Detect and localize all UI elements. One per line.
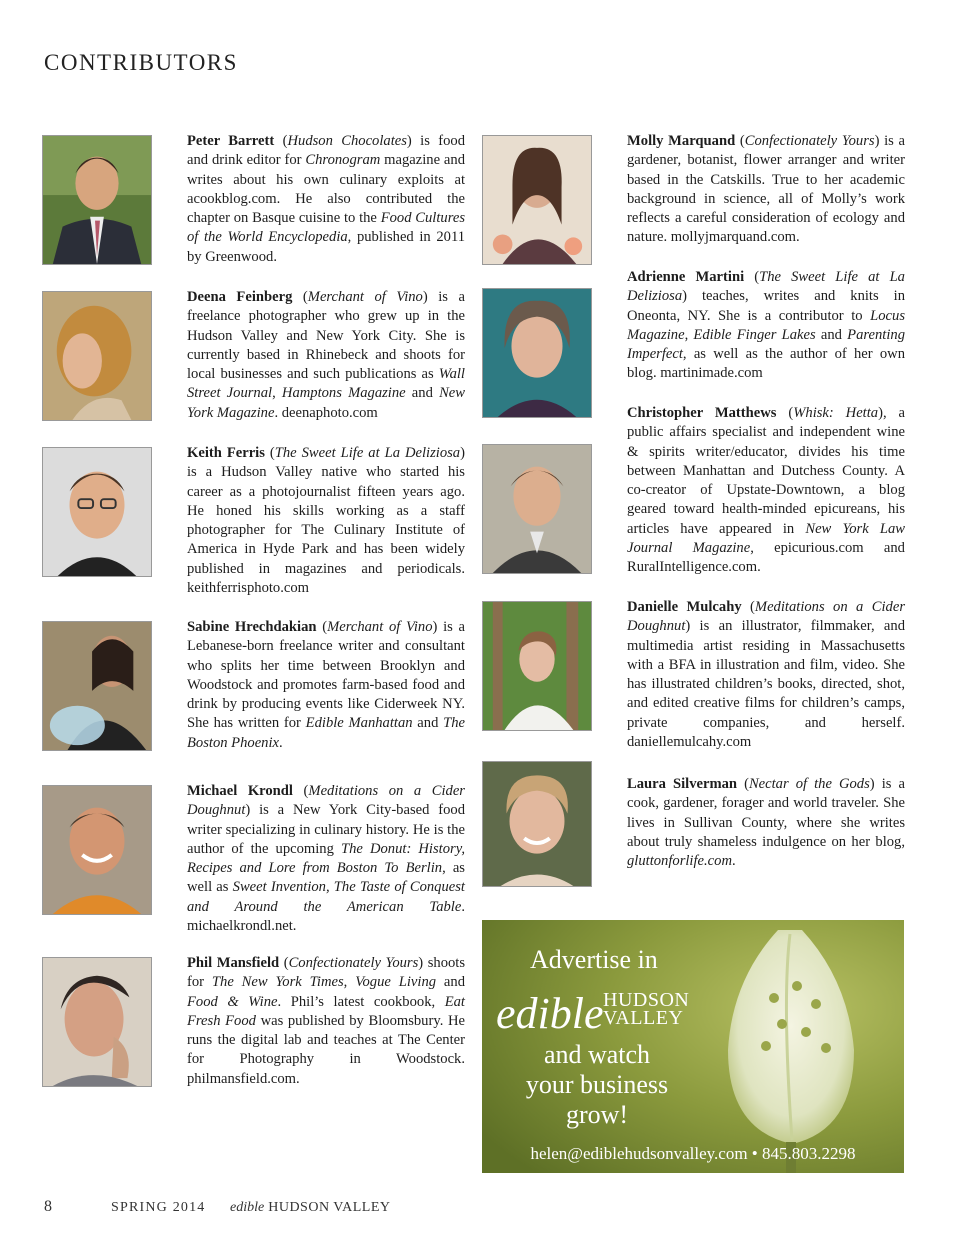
portrait-woman-forest-icon: [482, 601, 592, 731]
portrait-woman-glass-icon: [42, 621, 152, 751]
contributor-credit: Merchant of Vino: [327, 619, 433, 635]
bio-segment: The New York Times: [211, 974, 344, 991]
contributor-bio-text: [187, 464, 465, 596]
contributor-name: Michael Krondl: [187, 783, 293, 799]
footer-brand-script: edible: [230, 1200, 265, 1215]
bio-segment: . deenaphoto.com: [274, 404, 378, 421]
contributor-bio-text: [627, 405, 905, 575]
contributor-name: Molly Marquand: [627, 133, 736, 149]
bio-segment: and: [436, 974, 465, 991]
bio-segment: New York Law Journal Magazine: [627, 520, 905, 557]
bio-segment: Eat Fresh Food: [187, 993, 465, 1029]
bio-segment: is an illustrator, filmmaker, and multimedia artist residing in Massachusetts with a BFA in illustration and film, video. She has illustrated children’s books, directed, shot, and edited creative films for children’s camps, private companies, and herself. daniellemulcahy.com: [627, 618, 905, 751]
ad-logo-edible: edible: [496, 989, 604, 1038]
contributor-bio: Molly Marquand (Confectionately Yours) is a gardener, botanist, flower arranger and writer based in the Catskills. True to her academic background in science, all of Molly’s work reflects a careful consideration of ecology and nature. mollyjmarquand.com.: [627, 133, 905, 246]
contributor-credit: Confectionately Yours: [744, 133, 875, 149]
advertisement-box[interactable]: [482, 920, 904, 1173]
ad-headline: Advertise in: [530, 945, 658, 974]
portrait-man-suit-icon: [42, 135, 152, 265]
bio-segment: is a freelance photographer who grew up in the Hudson Valley and New York City. She is currently based in Rhinebeck and shoots for local businesses and such publications as: [187, 289, 465, 383]
portrait-woman-short-hair-icon: [482, 288, 592, 418]
page-footer: [44, 1198, 544, 1220]
contributor-bio: Christopher Matthews (Whisk: Hetta), a public affairs specialist and independent wine & spirits writer/educator, divides his time between Manhattan and Dutchess County. A co-creator of Upstate-Downtown, a blog geared toward health-minded epicureans, his articles have appeared in New York Law Journal Magazine, epicurious.com and RuralIntelligence.com.: [627, 405, 905, 576]
bio-segment: gluttonforlife.com: [627, 853, 732, 870]
portrait-man-glasses-icon: [42, 447, 152, 577]
contributor-bio-text: [187, 802, 465, 934]
bio-segment: Food & Wine: [187, 993, 278, 1010]
contributor-bio: Sabine Hrechdakian (Merchant of Vino) is a Lebanese-born freelance writer and consultant who splits her time between Brooklyn and Woodstock and promotes farm-based food and drink by producing events like Ciderweek NY. She has written for Edible Manhattan and The Boston Phoenix.: [187, 619, 466, 751]
contributor-bio: Adrienne Martini (The Sweet Life at La Deliziosa) teaches, writes and knits in Oneonta, NY. She is a contributor to Locus Magazine, Edible Finger Lakes and Parenting Imperfect, as well as the author of her own blog. martinimade.com: [627, 269, 905, 382]
bio-segment: Sweet Invention, The Taste of Conquest and Around the American Table: [187, 879, 465, 915]
bio-segment: , a public affairs specialist and independent wine & spirits writer/educator, divides his time between Manhattan and Dutchess County. A co-creator of Upstate-Downtown, a blog geared toward health-minded epicureans, his articles have appeared in: [627, 405, 905, 537]
page-title: CONTRIBUTORS: [44, 50, 238, 75]
contributor-name: Laura Silverman: [627, 776, 738, 792]
portrait-woman-flowers-icon: [482, 135, 592, 265]
contributor-credit: Nectar of the Gods: [748, 776, 870, 792]
bio-segment: The Boston Phoenix: [187, 715, 466, 751]
ad-line-business: your business: [525, 1070, 669, 1099]
contributor-name: Peter Barrett: [187, 133, 275, 149]
bio-segment: ,: [684, 326, 694, 343]
bio-segment: ,: [343, 974, 356, 991]
bio-segment: Edible Finger Lakes: [693, 326, 816, 343]
ad-logo-valley: VALLEY: [603, 1007, 684, 1029]
bio-segment: was published by Bloomsbury. He runs the digital lab and teaches at The Center for Photography in Woodstock. philmansfield.com.: [187, 1012, 465, 1087]
contributor-bio-text: [627, 133, 905, 245]
footer-brand-text: HUDSON VALLEY: [268, 1200, 391, 1215]
bio-segment: , published in 2011 by Greenwood.: [187, 229, 465, 265]
portrait-man-blazer-icon: [482, 444, 592, 574]
contributor-bio-text: [627, 618, 905, 750]
bio-segment: , as well as: [187, 860, 465, 896]
footer-brand: [230, 1200, 391, 1216]
bio-segment: .: [279, 734, 283, 751]
contributor-name: Keith Ferris: [187, 445, 265, 461]
contributor-name: Christopher Matthews: [627, 405, 777, 421]
bio-segment: is a gardener, botanist, flower arranger and writer based in the Catskills. True to her academic background in science, all of Molly’s work reflects a careful consideration of ecology and nature. mollyjmarquand.com.: [627, 133, 905, 246]
contributor-name: Deena Feinberg: [187, 289, 293, 305]
page-number: 8: [44, 1198, 52, 1215]
contributor-credit: Meditations on a Cider Doughnut: [187, 783, 465, 819]
ad-line-and-watch: and watch: [543, 1040, 651, 1069]
bio-segment: . michaelkrondl.net.: [187, 898, 465, 935]
bio-segment: and: [405, 385, 440, 402]
bio-segment: Hamptons Magazine: [281, 385, 406, 402]
contributor-credit: Merchant of Vino: [307, 289, 423, 305]
contributor-credit: Whisk: Hetta: [793, 405, 879, 421]
bio-segment: teaches, writes and knits in Oneonta, NY. She is a contributor to: [627, 288, 905, 324]
contributor-bio: Deena Feinberg (Merchant of Vino) is a freelance photographer who grew up in the Hudson Valley and New York City. She is currently based in Rhinebeck and shoots for local businesses and such publications as Wall Street Journal, Hamptons Magazine and New York Magazine. deenaphoto.com: [187, 289, 466, 421]
bio-segment: . Phil’s latest cookbook,: [277, 993, 445, 1010]
bio-segment: .: [732, 853, 736, 870]
bio-segment: and: [815, 326, 848, 343]
contributor-bio-text: [187, 955, 465, 1087]
contributor-bio: Michael Krondl (Meditations on a Cider Doughnut) is a New York City-based food writer specializing in culinary history. He is the author of the upcoming The Donut: History, Recipes and Lore from Boston To Berlin, as well as Sweet Invention, The Taste of Conquest and Around the American Table. michaelkrondl.net.: [187, 783, 466, 935]
contributor-credit: Confectionately Yours: [288, 955, 419, 971]
bio-segment: magazine and writes about his own culinary exploits at acookblog.com. He also contributed the chapter on Basque cuisine to the: [187, 152, 465, 227]
bio-segment: is a Lebanese-born freelance writer and consultant who splits her time between Brooklyn and Woodstock and promotes farm-based food and drink by producing events like Ciderweek NY. She has written for: [187, 619, 465, 732]
ad-logo-hudson: HUDSON: [603, 989, 690, 1011]
bio-segment: is a cook, gardener, forager and world traveler. She lives in Sullivan County, where she writes about truly shameless indulgence on her blog,: [627, 776, 905, 850]
bio-segment: and: [412, 715, 444, 732]
contributor-bio: Phil Mansfield (Confectionately Yours) shoots for The New York Times, Vogue Living and Food & Wine. Phil’s latest cookbook, Eat Fresh Food was published by Bloomsbury. He runs the digital lab and teaches at The Center for Photography in Woodstock. philmansfield.com.: [187, 955, 466, 1087]
contributor-bio: Peter Barrett (Hudson Chocolates) is food and drink editor for Chronogram magazine and writes about his own culinary exploits at acookblog.com. He also contributed the chapter on Basque cuisine to the Food Cultures of the World Encyclopedia, published in 2011 by Greenwood.: [187, 133, 466, 265]
contributor-credit: The Sweet Life at La Deliziosa: [627, 269, 905, 305]
contributor-bio-text: [187, 619, 465, 751]
contributor-name: Adrienne Martini: [627, 269, 745, 285]
bio-segment: New York Magazine: [187, 385, 466, 421]
contributor-bio: Danielle Mulcahy (Meditations on a Cider Doughnut) is an illustrator, filmmaker, and multimedia artist residing in Massachusetts with a BFA in illustration and film, video. She has illustrated children’s books, directed, shot, and edited creative films for children’s camps, private companies, and herself. daniellemulcahy.com: [627, 599, 905, 751]
bio-segment: The Donut: History, Recipes and Lore from Boston To Berlin: [187, 840, 466, 877]
contributor-credit: The Sweet Life at La Deliziosa: [274, 445, 461, 461]
bio-segment: Wall Street Journal: [187, 366, 465, 402]
bio-segment: Food Cultures of the World Encyclopedia: [187, 210, 466, 246]
bio-segment: shoots for: [187, 955, 466, 991]
contributor-credit: Meditations on a Cider Doughnut: [627, 599, 905, 635]
issue-label: SPRING 2014: [111, 1200, 206, 1215]
contributor-bio-text: [187, 289, 465, 421]
bio-segment: Vogue Living: [355, 974, 437, 991]
ad-contact[interactable]: helen@ediblehudsonvalley.com • 845.803.2298: [530, 1144, 856, 1163]
contributor-credit: Hudson Chocolates: [287, 133, 407, 149]
contributor-bio-text: [187, 133, 465, 265]
contributor-name: Danielle Mulcahy: [627, 599, 742, 615]
bio-segment: is a New York City-based food writer specializing in culinary history. He is the author of the upcoming: [187, 802, 465, 857]
bio-segment: Chronogram: [305, 152, 381, 169]
bio-segment: is a Hudson Valley native who started his career as a photojournalist fifteen years ago. He honed his skills working as a staff photographer for The Culinary Institute of America in Hyde Park and has been widely published in magazines and periodicals. keithferrisphoto.com: [187, 464, 465, 597]
portrait-woman-curly-hair-icon: [42, 291, 152, 421]
bio-segment: is food and drink editor for: [187, 133, 466, 169]
bio-segment: , epicurious.com and RuralIntelligence.com.: [627, 540, 905, 576]
bio-segment: Locus Magazine: [627, 307, 905, 343]
bio-segment: Edible Manhattan: [305, 715, 413, 732]
bio-segment: , as well as the author of her own blog. martinimade.com: [627, 346, 905, 382]
ad-logo-hudson-valley: [603, 991, 689, 1027]
contributor-bio: Keith Ferris (The Sweet Life at La Deliziosa) is a Hudson Valley native who started his career as a photojournalist fifteen years ago. He honed his skills working as a staff photographer for The Culinary Institute of America in Hyde Park and has been widely published in magazines and periodicals. keithferrisphoto.com: [187, 445, 465, 597]
bio-segment: Parenting Imperfect: [627, 326, 905, 363]
bio-segment: ,: [272, 385, 282, 402]
ad-line-grow: grow!: [565, 1100, 629, 1129]
portrait-man-hand-on-chin-icon: [42, 957, 152, 1087]
contributor-bio: Laura Silverman (Nectar of the Gods) is a cook, gardener, forager and world traveler. She lives in Sullivan County, where she writes about truly shameless indulgence on her blog, gluttonforlife.com.: [627, 776, 905, 870]
contributor-name: Phil Mansfield: [187, 955, 280, 971]
contributor-name: Sabine Hrechdakian: [187, 619, 317, 635]
portrait-woman-smiling-icon: [482, 761, 592, 887]
portrait-man-orange-shirt-icon: [42, 785, 152, 915]
